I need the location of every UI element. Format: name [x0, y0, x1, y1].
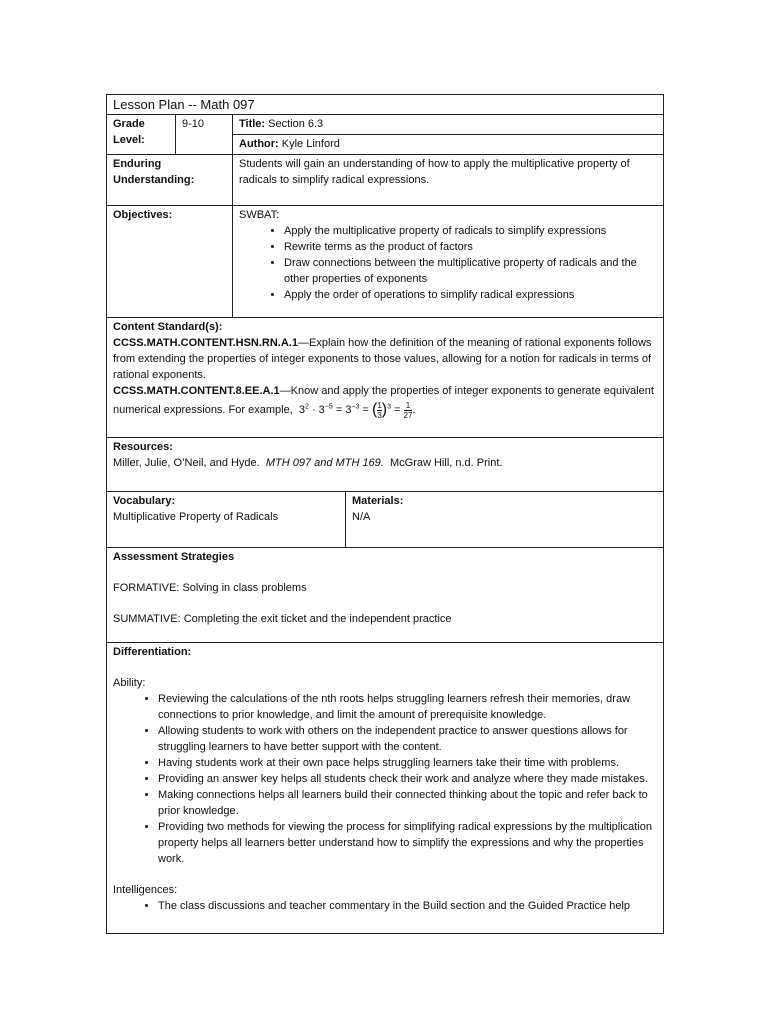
intelligences-list	[113, 898, 657, 914]
objectives-intro: SWBAT:	[239, 209, 280, 221]
standard-2-text: —Know and apply the properties of integer exponents to generate equivalent numerical expressions. For example,	[113, 385, 654, 416]
enduring-label: Enduring Understanding:	[107, 155, 233, 206]
summative-text: SUMMATIVE: Completing the exit ticket and the independent practice	[113, 613, 452, 625]
lesson-plan-header: Lesson Plan -- Math 097	[107, 95, 664, 115]
title-label: Title:	[239, 118, 266, 130]
grade-label: Grade Level:	[107, 115, 176, 155]
objectives-list	[239, 223, 657, 303]
ability-item: • Providing two methods for viewing the process for simplifying radical expressions by the multiplication property helps all learners better understand how to simplify the expressions and why the properties work.	[158, 819, 657, 867]
ability-list	[113, 691, 657, 867]
materials-label: Materials:	[352, 495, 404, 507]
formative-text: FORMATIVE: Solving in class problems	[113, 582, 307, 594]
assessment-label: Assessment Strategies	[113, 551, 235, 563]
title-value: Section 6.3	[268, 118, 324, 130]
objective-item: • Rewrite terms as the product of factors	[284, 239, 657, 255]
resources-authors: Miller, Julie, O’Neil, and Hyde.	[113, 457, 260, 469]
author-value: Kyle Linford	[281, 138, 340, 150]
differentiation-label: Differentiation:	[113, 646, 192, 658]
vocabulary-label: Vocabulary:	[113, 495, 176, 507]
materials-cell	[346, 492, 664, 548]
objective-item: • Apply the multiplicative property of radicals to simplify expressions	[284, 223, 657, 239]
ability-item: • Reviewing the calculations of the nth roots helps struggling learners refresh their memories, draw connections to prior knowledge, and limit the amount of prerequisite knowledge.	[158, 691, 657, 723]
standards-cell	[107, 318, 664, 438]
resources-label: Resources:	[113, 441, 173, 453]
assessment-cell	[107, 548, 664, 643]
title-field	[233, 115, 664, 135]
ability-item: • Allowing students to work with others on the independent practice to answer questions allows for struggling learners to have better support with the content.	[158, 723, 657, 755]
grade-value: 9-10	[176, 115, 233, 155]
standard-2	[113, 383, 657, 421]
standards-label: Content Standard(s):	[113, 321, 223, 333]
ability-label: Ability:	[113, 677, 146, 689]
objective-item: • Apply the order of operations to simplify radical expressions	[284, 287, 657, 303]
resources-cell	[107, 438, 664, 492]
standard-1-text: —Explain how the definition of the meaning of rational exponents follows from extending the properties of integer exponents to those values, allowing for a notion for radicals in terms of rational exponents.	[113, 337, 652, 381]
resources-publisher: McGraw Hill, n.d. Print.	[389, 457, 503, 469]
intelligences-item: • The class discussions and teacher commentary in the Build section and the Guided Practice help	[158, 898, 657, 914]
resources-row	[107, 438, 664, 492]
ability-item: • Making connections helps all learners build their connected thinking about the topic and refer back to prior knowledge.	[158, 787, 657, 819]
objectives-row	[107, 206, 664, 318]
resources-citation	[113, 455, 657, 471]
standard-1	[113, 335, 657, 383]
differentiation-row	[107, 643, 664, 934]
header-row	[107, 95, 664, 115]
author-label: Author:	[239, 138, 279, 150]
enduring-row	[107, 155, 664, 206]
vocabulary-cell	[107, 492, 346, 548]
differentiation-cell	[107, 643, 664, 934]
resources-title: MTH 097 and MTH 169.	[265, 457, 384, 469]
standard-2-code: CCSS.MATH.CONTENT.8.EE.A.1	[113, 385, 280, 397]
vocabulary-value: Multiplicative Property of Radicals	[113, 511, 279, 523]
lesson-plan-page	[106, 94, 663, 934]
standards-row	[107, 318, 664, 438]
author-field	[233, 135, 664, 155]
enduring-text: Students will gain an understanding of how to apply the multiplicative property of radicals to simplify radical expressions.	[233, 155, 664, 206]
intelligences-label: Intelligences:	[113, 884, 178, 896]
materials-value: N/A	[352, 511, 371, 523]
grade-title-row	[107, 115, 664, 135]
exponent-example: $3^2 \cdot 3^{-5} = 3^{-3}$ = ( $\frac{1}{3}$ )$^3$ = $\frac{1}{27}$ .	[295, 400, 416, 420]
assessment-row	[107, 548, 664, 643]
objective-item: • Draw connections between the multiplicative property of radicals and the other properties of exponents	[284, 255, 657, 287]
objectives-cell	[233, 206, 664, 318]
vocabulary-materials-row	[107, 492, 664, 548]
objectives-label: Objectives:	[107, 206, 233, 318]
ability-item: • Providing an answer key helps all students check their work and analyze where they made mistakes.	[158, 771, 657, 787]
ability-item: • Having students work at their own pace helps struggling learners take their time with problems.	[158, 755, 657, 771]
standard-1-code: CCSS.MATH.CONTENT.HSN.RN.A.1	[113, 337, 298, 349]
lesson-plan-table	[106, 94, 664, 934]
